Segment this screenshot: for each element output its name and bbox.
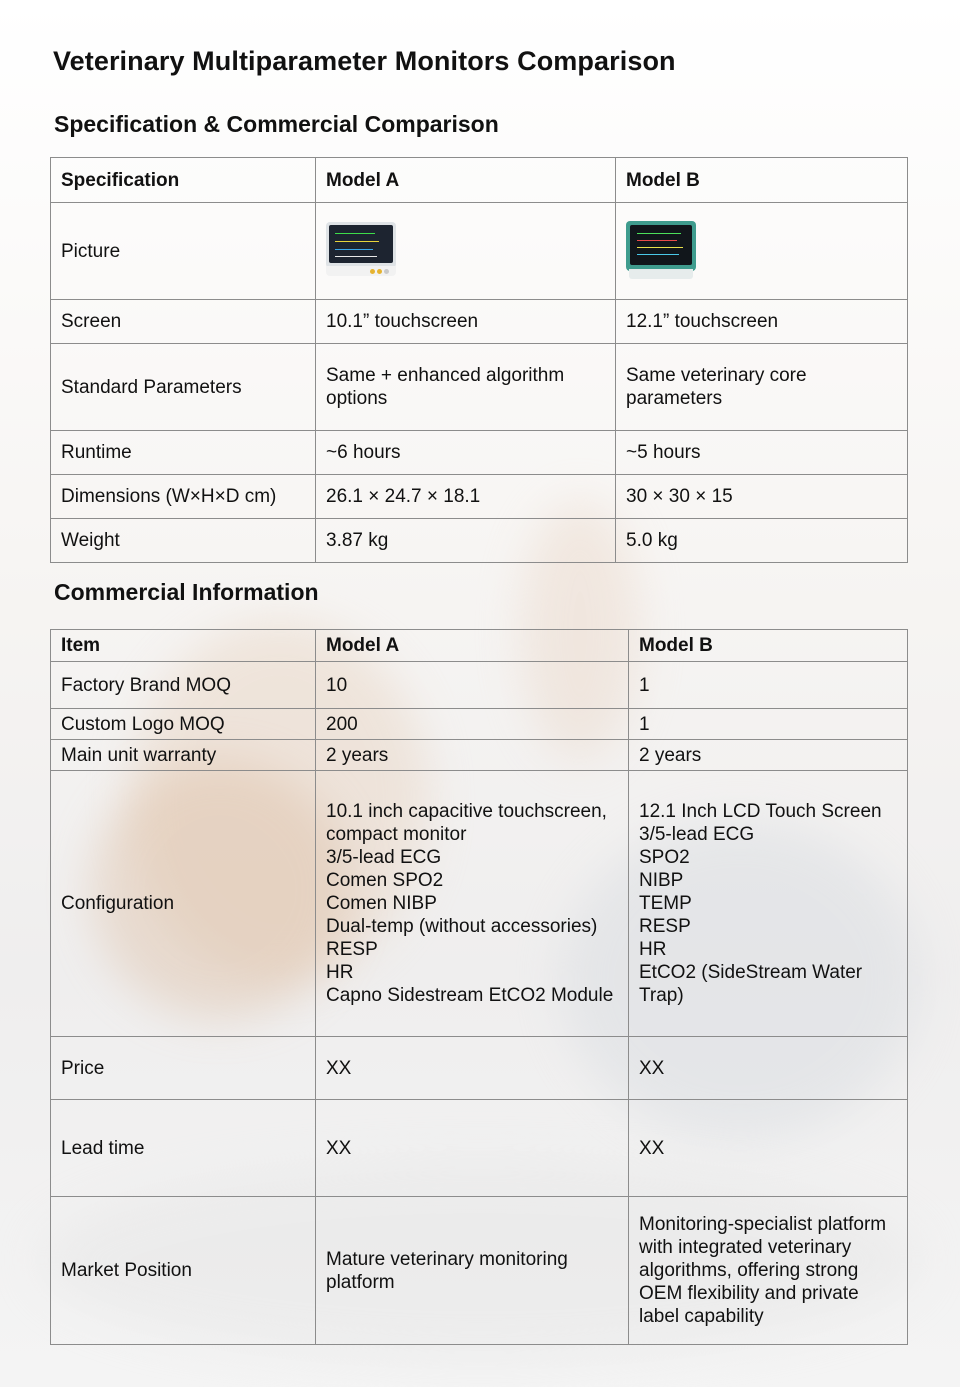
row-label: Main unit warranty bbox=[51, 740, 316, 771]
table-row bbox=[51, 709, 908, 740]
table-header-row bbox=[51, 158, 908, 203]
config-line: Trap) bbox=[639, 985, 684, 1006]
config-line: Capno Sidestream EtCO2 Module bbox=[326, 985, 614, 1006]
model-b-value: 12.1” touchscreen bbox=[616, 300, 908, 344]
model-a-value: XX bbox=[316, 1100, 629, 1197]
model-b-monitor-image bbox=[626, 221, 696, 279]
config-line: 12.1 Inch LCD Touch Screen bbox=[639, 801, 882, 822]
spec-section-heading: Specification & Commercial Comparison bbox=[54, 111, 499, 137]
model-a-value: ~6 hours bbox=[316, 431, 616, 475]
text-line: platform bbox=[326, 1271, 395, 1293]
model-a-value: XX bbox=[316, 1037, 629, 1100]
model-b-value: ~5 hours bbox=[616, 431, 908, 475]
config-line: HR bbox=[639, 939, 667, 960]
model-a-market-position bbox=[316, 1197, 629, 1345]
config-line: RESP bbox=[639, 916, 691, 937]
row-label: Price bbox=[51, 1037, 316, 1100]
model-b-value: 1 bbox=[629, 662, 908, 709]
config-line: EtCO2 (SideStream Water bbox=[639, 962, 863, 983]
row-label: Dimensions (W×H×D cm) bbox=[51, 475, 316, 519]
column-header: Specification bbox=[51, 158, 316, 203]
row-label: Picture bbox=[51, 203, 316, 300]
model-b-configuration bbox=[629, 771, 908, 1037]
model-a-configuration bbox=[316, 771, 629, 1037]
config-line: compact monitor bbox=[326, 824, 467, 845]
row-label: Market Position bbox=[51, 1197, 316, 1345]
table-header-row bbox=[51, 630, 908, 662]
config-line: Comen SPO2 bbox=[326, 870, 444, 891]
model-a-value: Same + enhanced algorithm options bbox=[316, 344, 616, 431]
config-line: 10.1 inch capacitive touchscreen, bbox=[326, 801, 607, 822]
commercial-section-heading: Commercial Information bbox=[54, 579, 319, 605]
config-line: NIBP bbox=[639, 870, 684, 891]
table-row bbox=[51, 1037, 908, 1100]
model-a-value: 10 bbox=[316, 662, 629, 709]
table-row bbox=[51, 519, 908, 563]
table-row bbox=[51, 1197, 908, 1345]
model-a-monitor-image bbox=[326, 222, 396, 278]
text-line: with integrated veterinary bbox=[639, 1237, 852, 1258]
row-label: Standard Parameters bbox=[51, 344, 316, 431]
config-line: RESP bbox=[326, 939, 378, 960]
table-row bbox=[51, 475, 908, 519]
row-label: Weight bbox=[51, 519, 316, 563]
config-line: Comen NIBP bbox=[326, 893, 437, 914]
config-line: SPO2 bbox=[639, 847, 690, 868]
column-header: Item bbox=[51, 630, 316, 662]
row-label: Screen bbox=[51, 300, 316, 344]
text-line: Mature veterinary monitoring bbox=[326, 1248, 568, 1270]
row-label: Lead time bbox=[51, 1100, 316, 1197]
model-b-value: 30 × 30 × 15 bbox=[616, 475, 908, 519]
model-b-value: XX bbox=[629, 1037, 908, 1100]
model-a-value: 10.1” touchscreen bbox=[316, 300, 616, 344]
model-a-picture-cell bbox=[316, 203, 616, 300]
table-row bbox=[51, 300, 908, 344]
text-line: label capability bbox=[639, 1306, 764, 1327]
model-b-picture-cell bbox=[616, 203, 908, 300]
model-b-market-position bbox=[629, 1197, 908, 1345]
model-a-value: 26.1 × 24.7 × 18.1 bbox=[316, 475, 616, 519]
model-b-value: 1 bbox=[629, 709, 908, 740]
model-b-value: XX bbox=[629, 1100, 908, 1197]
row-label: Factory Brand MOQ bbox=[51, 662, 316, 709]
row-label: Custom Logo MOQ bbox=[51, 709, 316, 740]
specification-table bbox=[50, 157, 908, 563]
model-b-value: 5.0 kg bbox=[616, 519, 908, 563]
column-header: Model A bbox=[316, 630, 629, 662]
column-header: Model B bbox=[616, 158, 908, 203]
column-header: Model A bbox=[316, 158, 616, 203]
model-a-value: 200 bbox=[316, 709, 629, 740]
table-row bbox=[51, 662, 908, 709]
table-row bbox=[51, 431, 908, 475]
column-header: Model B bbox=[629, 630, 908, 662]
table-row bbox=[51, 203, 908, 300]
config-line: HR bbox=[326, 962, 354, 983]
config-line: 3/5-lead ECG bbox=[326, 847, 442, 868]
table-row bbox=[51, 1100, 908, 1197]
config-line: TEMP bbox=[639, 893, 692, 914]
table-row bbox=[51, 344, 908, 431]
page-title: Veterinary Multiparameter Monitors Comparison bbox=[53, 46, 676, 76]
row-label: Runtime bbox=[51, 431, 316, 475]
config-line: Dual-temp (without accessories) bbox=[326, 916, 598, 937]
model-a-value: 2 years bbox=[316, 740, 629, 771]
model-b-value: 2 years bbox=[629, 740, 908, 771]
table-row bbox=[51, 771, 908, 1037]
text-line: Monitoring-specialist platform bbox=[639, 1214, 887, 1235]
table-row bbox=[51, 740, 908, 771]
model-b-value: Same veterinary core parameters bbox=[616, 344, 908, 431]
text-line: OEM flexibility and private bbox=[639, 1283, 859, 1304]
text-line: algorithms, offering strong bbox=[639, 1260, 859, 1281]
row-label: Configuration bbox=[51, 771, 316, 1037]
config-line: 3/5-lead ECG bbox=[639, 824, 755, 845]
model-a-value: 3.87 kg bbox=[316, 519, 616, 563]
commercial-table bbox=[50, 629, 908, 1345]
